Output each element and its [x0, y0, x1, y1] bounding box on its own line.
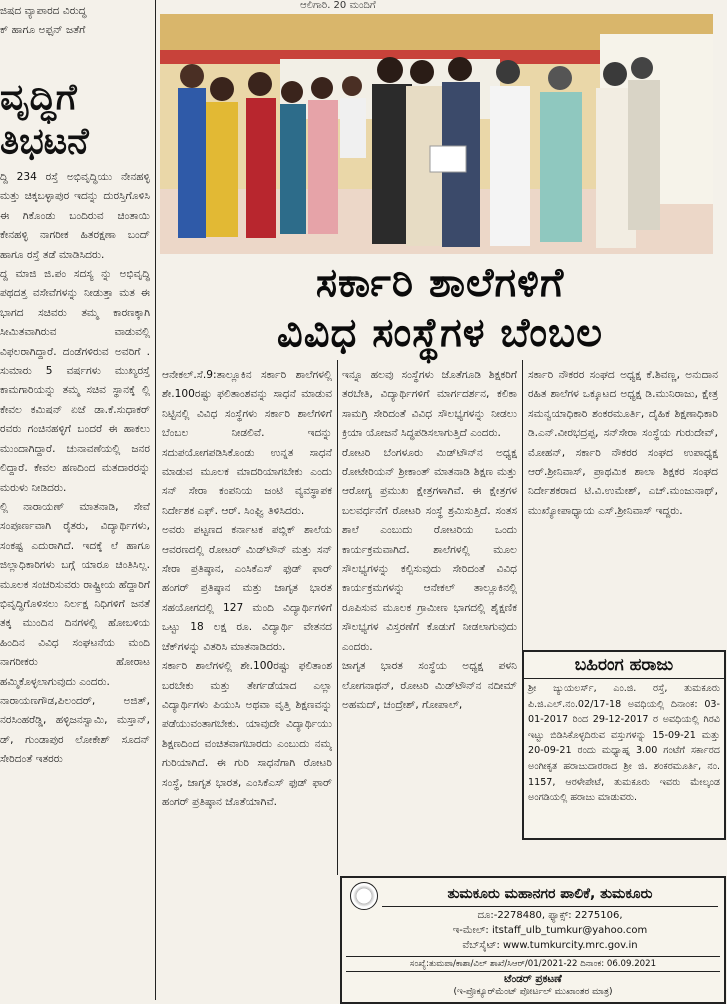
ad-website[interactable]: ವೆಬ್‌ಸೈಟ್: www.tumkurcity.mrc.gov.in: [462, 940, 638, 951]
main-headline-line1: ಸರ್ಕಾರಿ ಶಾಲೆಗಳಿಗೆ: [315, 260, 565, 306]
column-rule: [155, 0, 156, 1000]
tender-advertisement: [340, 876, 726, 1004]
auction-notice-box: [522, 650, 726, 840]
left-headline-2: ತಿಭಟನೆ: [0, 121, 89, 162]
ad-title: ತುಮಕೂರು ಮಹಾನಗರ ಪಾಲಿಕೆ, ತುಮಕೂರು: [382, 882, 718, 907]
top-strip-left: ಜಿಷದ ವ್ಯಾಪಾರದ ವಿರುದ್ಧ ಕ್ ಹಾಗೂ ಅಫ್ಸನ್ ಜತೆಗೆ: [0, 5, 87, 36]
column-rule: [522, 360, 523, 650]
group-photo-illustration: [160, 14, 713, 254]
main-story-col2: ಇನ್ನೂ ಹಲವು ಸಂಸ್ಥೆಗಳು ಜೊತೆಗೂಡಿ ಶಿಕ್ಷಕರಿಗೆ ತರಬೇತಿ, ವಿದ್ಯಾರ್ಥಿಗಳಿಗೆ ಮಾರ್ಗದರ್ಶನ, ಕಲಿಕಾ ಸಾಮಗ್ರಿ ಸೇರಿದಂತೆ ವಿವಿಧ ಸೌಲಭ್ಯಗಳನ್ನು ನೀಡಲು ಕ್ರಿಯಾ ಯೋಜನೆ ಸಿದ್ಧಪಡಿಸಲಾಗುತ್ತಿದೆ ಎಂದರು. ರೋಟರಿ ಬೆಂಗಳೂರು ಮಿಡ್‌ಟೌನ್‌ನ ಅಧ್ಯಕ್ಷ ರೋಟೇರಿಯನ್ ಶ್ರೀಕಾಂತ್ ಮಾತನಾಡಿ ಶಿಕ್ಷಣ ಮತ್ತು ಆರೋಗ್ಯ ಪ್ರಮುಖ ಕ್ಷೇತ್ರಗಳಾಗಿವೆ. ಈ ಕ್ಷೇತ್ರಗಳ ಬಲವರ್ಧನೆಗೆ ರೋಟರಿ ಸಂಸ್ಥೆ ಶ್ರಮಿಸುತ್ತಿದೆ. ಸಂತಸ ಶಾಲೆ ಎಂಬುದು ರೋಟರಿಯ ಒಂದು ಕಾರ್ಯಕ್ರಮವಾಗಿದೆ. ಶಾಲೆಗಳಲ್ಲಿ ಮೂಲ ಸೌಲಭ್ಯಗಳನ್ನು ಕಲ್ಪಿಸುವುದು ಸೇರಿದಂತೆ ವಿವಿಧ ಕಾರ್ಯಕ್ರಮಗಳನ್ನು ಆನೇಕಲ್ ತಾಲ್ಲೂಕಿನಲ್ಲಿ ರೂಪಿಸುವ ಮೂಲಕ ಗ್ರಾಮೀಣ ಭಾಗದಲ್ಲಿ ಶೈಕ್ಷಣಿಕ ಸೌಲಭ್ಯಗಳ ವಿಸ್ತರಣೆಗೆ ಕೊಡುಗೆ ನೀಡಲಾಗುವುದು ಎಂದರು. ಜಾಗೃತ ಭಾರತ ಸಂಸ್ಥೆಯ ಅಧ್ಯಕ್ಷ ಪಳನಿ ಲೋಗನಾಥನ್, ರೋಟರಿ ಮಿಡ್‌ಟೌನ್‌ನ ನದೀಮ್ ಅಹಮದ್, ಚಂದ್ರೇಶ್, ಗೋಪಾಲ್,: [342, 369, 517, 711]
municipal-seal-icon: [350, 882, 378, 910]
top-strip-mid: ಆಲಿಗಾರಿ. 20 ಮಂದಿಗೆ: [300, 0, 376, 11]
ad-phone: ದೂ:-2278480, ಫ್ಯಾಕ್ಸ್: 2275106,: [477, 910, 623, 921]
ad-email[interactable]: ಇ-ಮೇಲ್: itstaff_ulb_tumkur@yahoo.com: [452, 925, 648, 936]
column-rule: [337, 360, 338, 875]
main-headline-line2: ವಿವಿಧ ಸಂಸ್ಥೆಗಳ ಬೆಂಬಲ: [276, 310, 604, 356]
news-photo: [160, 14, 713, 254]
left-story-body: ದ್ದಿ 234 ರಸ್ತೆ ಅಭಿವೃದ್ಧಿಯು ನೇನಹಳ್ಳಿ ಮತ್ತು ಚಿಕ್ಕಬಳ್ಳಾಪುರ ಇದನ್ನು ದುರಸ್ತಿಗೊಳಿಸಿ ಈ ಗಿಕೊಂಡು ಬಂದಿರುವ ಚಿಂತಾಯಿ ಕೇನಹಳ್ಳಿ ನಾಗರೀಕ ಹಿತರಕ್ಷಣಾ ಬಂದ್ ಹಾಗೂ ರಸ್ತೆ ತಡೆ ಮಾಡಿಸಿದರು. ದ್ದ ಮಾಜಿ ಜಿ.ಪಂ ಸದಸ್ಯ ನ್ನು ಅಭಿವೃದ್ಧಿ ಪಥದತ್ತ ವಸೇವೆಗಳನ್ನು ನೀಡುತ್ತಾ ಮತ ಈ ಭಾಗದ ಸಚಿವರು ತಮ್ಮ ಕಾರಣಕ್ಕಾಗಿ ಸೀಮಿತವಾಗಿರುವ ವಾಡುವಲ್ಲಿ ವಿಫಲರಾಗಿದ್ದಾರೆ. ದಂಡೆಗಳಿರುವ ಅವರಿಗೆ . ಸುಮಾರು 5 ವರ್ಷಗಳು ಮುಖ್ಯರಸ್ತೆ ಕಾಮಗಾರಿಯನ್ನು ತಮ್ಮ ಸಚಿವ ಸ್ಥಾನಕ್ಕೆ ಲ್ಲಿ ಕೇವಲ ಕಮಿಷನ್ ಏಜೆ ಡಾ.ಕೆ.ಸುಧಾಕರ್ ರವರು ಗಂಚಿನಹಳ್ಳಿಗೆ ಬಂದರೆ ಈ ಹಾಕಲು ಮುಂದಾಗಿದ್ದಾರೆ. ಚುನಾವಣೆಯಲ್ಲಿ ಜನರ ಲಿದ್ದಾರೆ. ಕೇವಲ ಹಣದಿಂದ ಮತದಾರರನ್ನು ಮರುಳು ನೀಡಿದರು. ಲ್ಲಿ ನಾರಾಯಣ್ ಮಾತನಾಡಿ, ಸೇವೆ ಸಂಪೂರ್ಣವಾಗಿ ರೈತರು, ವಿದ್ಯಾರ್ಥಿಗಳು, ಸಂಕಷ್ಟ ಎದುರಾಗಿದೆ. ಇದಕ್ಕೆ ಲೆ ಹಾಗೂ ಜಿಲ್ಲಾಧಿಕಾರಿಗಳು ಬಗ್ಗೆ ಯಾರೂ ಚಿಂತಿಸಿಲ್ಲ. ಮೂಲಕ ಸಂಚರಿಸುವರು ರಾಷ್ಟ್ರೀಯ ಹೆದ್ದಾರಿಗೆ ಭಿವೃದ್ಧಿಗೊಳಿಸಲು ನಿರ್ಲಕ್ಷ ನಿಧಿಗಳಿಗೆ ಜನತೆ ತಕ್ಕ ಮುಂದಿನ ದಿನಗಳಲ್ಲಿ ಹೋಬಳಿಯ ಹಿಂದಿನ ವಿವಿಧ ಸಂಘಟನೆಯ ಮಂದಿ ನಾಗರೀಕರು ಹೋರಾಟ ಹಮ್ಮಿಕೊಳ್ಳಲಾಗುವುದು ಎಂದರು. ನಾರಾಯಣಗೌಡ,ಪಿಲಂದರ್, ಅಜಿತ್, ನರಸಿಂಹರೆಡ್ಡಿ, ಹಳ್ಳಿಜನಸ್ವಾಮಿ, ಮಸ್ತಾನ್, ಡ್, ಗುಂಡಾಪುರ ಲೋಕೇಶ್ ಸೂದನ್ ಸೇರಿದಂತೆ ಇತರರು: [0, 171, 150, 766]
main-story-col1: ಆನೇಕಲ್.ಸೆ.9:ತಾಲ್ಲೂಕಿನ ಸರ್ಕಾರಿ ಶಾಲೆಗಳಲ್ಲಿ ಶೇ.100ರಷ್ಟು ಫಲಿತಾಂಶವನ್ನು ಸಾಧನೆ ಮಾಡುವ ನಿಟ್ಟಿನಲ್ಲಿ ವಿವಿಧ ಸಂಸ್ಥೆಗಳು ಸರ್ಕಾರಿ ಶಾಲೆಗಳಿಗೆ ಬೆಂಬಲ ನೀಡಲಿವೆ. ಇದನ್ನು ಸದುಪಯೋಗಪಡಿಸಿಕೊಂಡು ಉನ್ನತ ಸಾಧನೆ ಮಾಡುವ ಮೂಲಕ ಮಾದರಿಯಾಗಬೇಕು ಎಂದು ಸನ್ ಸೇರಾ ಕಂಪನಿಯ ಜಂಟಿ ವ್ಯವಸ್ಥಾಪಕ ನಿರ್ದೇಶಕ ಎಫ್. ಆರ್. ಸಿಂಘ್ವಿ ತಿಳಿಸಿದರು. ಅವರು ಪಟ್ಟಣದ ಕರ್ನಾಟಕ ಪಬ್ಲಿಕ್ ಶಾಲೆಯ ಆವರಣದಲ್ಲಿ ರೋಟರ್ ಮಿಡ್‌ಟೌನ್ ಮತ್ತು ಸನ್ ಸೇರಾ ಪ್ರತಿಷ್ಠಾನ, ಎಂಸಿಕೆಎಸ್ ಫುಡ್ ಫಾರ್ ಹಂಗರ್ ಪ್ರತಿಷ್ಠಾನ ಮತ್ತು ಜಾಗೃತ ಭಾರತ ಸಹಯೋಗದಲ್ಲಿ 127 ಮಂದಿ ವಿದ್ಯಾರ್ಥಿಗಳಿಗೆ ಒಟ್ಟು 18 ಲಕ್ಷ ರೂ. ವಿದ್ಯಾರ್ಥಿ ವೇತನದ ಚೆಕ್‌ಗಳನ್ನು ವಿತರಿಸಿ ಮಾತನಾಡಿದರು. ಸರ್ಕಾರಿ ಶಾಲೆಗಳಲ್ಲಿ ಶೇ.100ರಷ್ಟು ಫಲಿತಾಂಶ ಬರಬೇಕು ಮತ್ತು ತೇರ್ಗಡೆಯಾದ ಎಲ್ಲಾ ವಿದ್ಯಾರ್ಥಿಗಳು ಪಿಯುಸಿ ಅಥವಾ ವೃತ್ತಿ ಶಿಕ್ಷಣವನ್ನು ಪಡೆಯುವಂತಾಗಬೇಕು. ಯಾವುದೇ ವಿದ್ಯಾರ್ಥಿಯು ಶಿಕ್ಷಣದಿಂದ ವಂಚಿತವಾಗಬಾರದು ಎಂಬುದು ನಮ್ಮ ಗುರಿಯಾಗಿದೆ. ಈ ಗುರಿ ಸಾಧನೆಗಾಗಿ ರೋಟರಿ ಸಂಸ್ಥೆ, ಜಾಗೃತ ಭಾರತ, ಎಂಸಿಕೆಎಸ್ ಫುಡ್ ಫಾರ್ ಹಂಗರ್ ಪ್ರತಿಷ್ಠಾನ ಜೊತೆಯಾಗಿವೆ.: [162, 369, 332, 808]
ad-reference: ಸಂಖ್ಯೆ:ತುಮಪಾ/ಕಾಶಾ/ವಿಲ್ ಶಾಖೆ/ಸಿಆರ್/01/2021-22 ದಿನಾಂಕ: 06.09.2021: [346, 956, 720, 972]
main-story-col3: ಸರ್ಕಾರಿ ನೌಕರರ ಸಂಘದ ಅಧ್ಯಕ್ಷ ಕೆ.ಶಿವಣ್ಣ, ಅನುದಾನ ರಹಿತ ಶಾಲೆಗಳ ಒಕ್ಕೂಟದ ಅಧ್ಯಕ್ಷ ಡಿ.ಮುನಿರಾಜು, ಕ್ಷೇತ್ರ ಸಮನ್ವಯಾಧಿಕಾರಿ ಶಂಕರಮೂರ್ತಿ, ದೈಹಿಕ ಶಿಕ್ಷಣಾಧಿಕಾರಿ ಡಿ.ಎನ್.ವೀರಭದ್ರಪ್ಪ, ಸನ್‌ಸೇರಾ ಸಂಸ್ಥೆಯ ಗುರುದೇವ್, ಮೋಹನ್, ಸರ್ಕಾರಿ ನೌಕರರ ಸಂಘದ ಉಪಾಧ್ಯಕ್ಷ ಆರ್.ಶ್ರೀನಿವಾಸ್, ಪ್ರಾಥಮಿಕ ಶಾಲಾ ಶಿಕ್ಷಕರ ಸಂಘದ ನಿರ್ದೇಶಕರಾದ ಟಿ.ವಿ.ಉಮೇಶ್, ಎಚ್.ಮಂಜುನಾಥ್, ಮುಖ್ಯೋಪಾಧ್ಯಾಯ ಎಸ್.ಶ್ರೀನಿವಾಸ್ ಇದ್ದರು.: [528, 369, 718, 517]
ad-note: (ಇ-ಪ್ರೊಕ್ಯೂರ್‌ಮೆಂಟ್ ಪೋರ್ಟಲ್ ಮುಖಾಂತರ ಮಾತ್ರ): [453, 987, 613, 997]
left-headline-1: ವೃದ್ಧಿಗೆ: [0, 77, 77, 118]
auction-body: ಶ್ರೀ ಜ್ಯುಯಲರ್ಸ್, ಎಂ.ಜಿ. ರಸ್ತೆ, ತುಮಕೂರು ಪಿ.ಜಿ.ಎಲ್.ನಂ.02/17-18 ಅವಧಿಯಲ್ಲಿ ದಿನಾಂಕ: 03-01-2017 ರಿಂದ 29-12-2017 ರ ಅವಧಿಯಲ್ಲಿ ಗಿರವಿ ಇಟ್ಟು ಬಿಡಿಸಿಕೊಳ್ಳದಿರುವ ವಸ್ತುಗಳನ್ನು 15-09-21 ಮತ್ತು 20-09-21 ರಂದು ಮಧ್ಯಾಹ್ನ 3.00 ಗಂಟೆಗೆ ಸರ್ಕಾರದ ಅಂಗೀಕೃತ ಹರಾಜುದಾರರಾದ ಶ್ರೀ ಜಿ. ಶಂಕರಮೂರ್ತಿ, ನಂ. 1157, ಆರಳೇಪೇಟೆ, ತುಮಕೂರು ಇವರು ಮೇಲ್ಕಂಡ ಅಂಗಡಿಯಲ್ಲಿ ಹರಾಜು ಮಾಡುವರು.: [528, 683, 720, 804]
ad-subtitle: ಟೆಂಡರ್ ಪ್ರಕಟಣೆ: [504, 973, 562, 985]
auction-title: ಬಹಿರಂಗ ಹರಾಜು: [524, 652, 724, 679]
